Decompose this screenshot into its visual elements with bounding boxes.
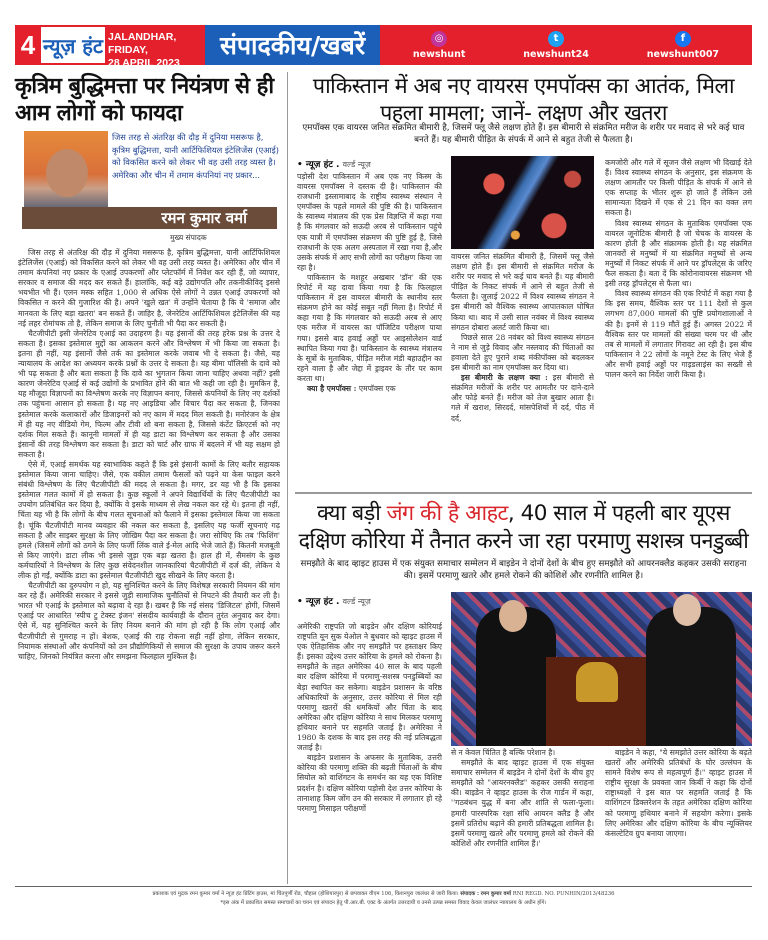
article2-col3 <box>605 748 752 884</box>
article2-headline <box>295 500 752 556</box>
social-handle: newshunt24 <box>523 48 589 60</box>
paragraph: बाइडेन प्रशासन के अफसर के मुताबिक, उत्तरी कोरिया की परमाणु शक्ति की बढ़ती चिंताओं के बीच सियोल को वाशिंगटन के समर्थन का यह एक विशिष्ट प्रदर्शन है। दक्षिण कोरिया पड़ोसी देश उत्तर कोरिया के तानाशाह किम जोंग उन की सरकार में लगातार हो रहे परमाणु मिसाइल परीक्षणों <box>297 753 442 813</box>
paragraph: विश्व स्वास्थ्य संगठन के मुताबिक एमपॉक्स एक वायरल जूनोटिक बीमारी है जो चेचक के वायरस के कारण होती है और संक्रामक होती है। यह संक्रमित जानवरों से मनुष्यों में या संक्रमित मनुष्यों से अन्य मनुष्यों में निकट संपर्क में आने पर ड्रॉपलेट्स के जरिए फैल सकता है। बता दें कि कोरोनावायरस संक्रमण भी इसी तरह ड्रॉपलेट्स से फैला था। <box>605 218 752 289</box>
social-twitter[interactable] <box>523 31 589 60</box>
article1-col1 <box>297 172 442 487</box>
editorial-teaser: जिस तरह से अंतरिक्ष की दौड़ में दुनिया मसरूफ है, कृत्रिम बुद्धिमत्ता, यानी आर्टिफिशियल इंटेलिजेंस (एआई) को विकसित करने को लेकर भी वह उसी तरह व्यस्त है। अमेरिका और चीन में तमाम कंपनियां नए प्रकार... <box>112 132 279 180</box>
paragraph: पाकिस्तान के मशहूर अखबार 'डॉन' की एक रिपोर्ट में यह दावा किया गया है कि फिलहाल पाकिस्तान में इस वायरल बीमारी के स्थानीय स्तर संक्रमण होने का कोई सबूत नहीं मिला है। रिपोर्ट में कहा गया है कि मंगलवार को सऊदी अरब से आए एक मरीज में वायरस का पॉजिटिव परीक्षण पाया गया। इससे बाद हवाई अड्डों पर आइसोलेशन वार्ड स्थापित किया गया है। पाकिस्तान के स्वास्थ्य मंत्रालय के सूत्रों के मुताबिक, पीड़ित मरीज मंडी बहाउद्दीन का रहने वाला है और जेद्दा में ड्राइवर के तौर पर काम करता था। <box>297 272 442 383</box>
subheading: क्या है एमपॉक्स : <box>307 383 357 393</box>
headline-text: , 40 साल में पहली बार यूएस दक्षिण कोरिया में तैनात करने जा रहा परमाणु सशस्त्र पनडुब्बी <box>298 501 749 554</box>
virus-image <box>451 156 594 249</box>
imprint-line-1 <box>15 890 752 899</box>
article2-col2 <box>451 748 594 884</box>
section-title: संपादकीय/खबरें <box>205 25 380 65</box>
paragraph <box>451 373 594 423</box>
twitter-icon: t <box>548 31 564 47</box>
page-header <box>15 25 752 69</box>
paragraph: से न केवल चिंतित है बल्कि परेशान है। <box>451 748 556 757</box>
paragraph: विश्व स्वास्थ्य संगठन की एक रिपोर्ट में कहा गया है कि इस समय, वैश्विक स्तर पर 111 देशों से कुल लगभग 87,000 मामलों की पुष्टि प्रयोगशालाओं ने की है। इनमें से 119 मौतें हुई हैं। अगस्त 2022 में वैश्विक स्तर पर मामलों की संख्या चरम पर थी और तब से मामलों में लगातार गिरावट आ रही है। इस बीच पाकिस्तान ने 22 लोगों के नमूने टेस्ट के लिए भेजे हैं और सभी हवाई अड्डों पर गाइडलाइंस का सख्ती से पालन करने का निर्देश जारी किया है। <box>605 289 752 379</box>
imprint-footer <box>15 890 752 908</box>
subheading: इस बीमारी के लक्षण क्या : <box>461 373 548 383</box>
date-line-1: JALANDHAR, FRIDAY, <box>108 31 177 56</box>
dateline <box>105 25 205 69</box>
paragraph: पड़ोसी देश पाकिस्तान में अब एक नए किस्म के वायरस एमपॉक्स ने दस्तक दी है। पाकिस्तान की राजधानी इस्लामाबाद के राष्ट्रीय स्वास्थ्य संस्थान ने एमपॉक्स के पहले मामले की पुष्टि की है। पाकिस्तान के स्वास्थ्य मंत्रालय की एक प्रेस विज्ञप्ति में कहा गया है कि मंगलवार को सऊदी अरब से पाकिस्तान पहुंचे एक यात्री में एमपॉक्स संक्रमण की पुष्टि हुई है, जिसे राजधानी के एक अलग अस्पताल में रखा गया है,और उसके संपर्क में आए सभी लोगों का परीक्षण किया जा रहा है। <box>297 172 442 272</box>
social-handle: newshunt007 <box>646 48 720 60</box>
page-number: 4 <box>15 25 41 65</box>
text: एमपॉक्स एक <box>358 383 396 393</box>
newspaper-logo: न्यूज़ हंट <box>41 25 105 65</box>
paragraph: ऐसे में, एआई समर्थक यह स्वाभाविक कहते हैं कि इसे इंसानी कामों के लिए बतौर सहायक इस्तेमाल किया जाना चाहिए। जैसे, एक वकील तमाम फैसलों को पढ़ने या केस फाइल करने संबंधी विश्लेषण के लिए चैटजीपीटी की मदद ले सकता है। मगर, डर यह भी है कि इसका इस्तेमाल गलत कामों में हो सकता है। कुछ स्कूलों ने अपने विद्यार्थियों के लिए चैटजीपीटी का उपयोग प्रतिबंधित कर दिया है, क्योंकि वे इसके माध्यम से लेख नकल कर रहे थे। इतना ही नहीं, चिंता यह भी है कि लोगों के बीच गलत सूचनाओं को फैलाने में इसका इस्तेमाल किया जा सकता है। चूंकि चैटजीपीटी मानव व्यवहार की नकल कर सकता है, इसलिए यह फर्जी सूचनाएं गढ़ सकता है और साइबर सुरक्षा के लिए जोखिम पैदा कर सकता है। जरा सोचिए कि तब 'फिशिंग' हमले (जिसमें लोगों को ठगने के लिए फर्जी लिंक वाले ई-मेल आदि भेजे जाते हैं) कितनी मजबूती से किए जाएंगे। डाटा लीक भी इससे जुड़ा एक बड़ा खतरा है। हाल ही में, सैमसंग के कुछ कर्मचारियों ने विश्लेषण के लिए कुछ संवेदनशील जानकारियां चैटजीपीटी में दर्ज की, लेकिन ये लीक हो गईं, क्योंकि डाटा का इस्तेमाल चैटजीपीटी खुद सीखने के लिए करता है। <box>18 459 280 580</box>
article1-deck: एमपॉक्स एक वायरस जनित संक्रमित बीमारी है, जिसमें फ्लू जैसे लक्षण होते हैं। इस बीमारी से संक्रमित मरीज के शरीर पर मवाद से भरे कई घाव बनते हैं। यह बीमारी पीड़ित के संपर्क में आने से बहुत तेजी से फैलता है। <box>302 123 745 145</box>
social-handle: newshunt <box>412 48 466 60</box>
paragraph: कमजोरी और गले में सूजन जैसे लक्षण भी दिखाई देते हैं। विश्व स्वास्थ्य संगठन के अनुसार, इस संक्रमण के लक्षण आमतौर पर किसी पीड़ित के संपर्क में आने से एक सप्ताह के भीतर शुरू हो जाते हैं लेकिन उसे सामान्यतः दिखने में एक से 21 दिन का वक्त लग सकता है। <box>605 158 752 218</box>
editorial-body <box>18 248 280 882</box>
registration-number: RNI REGD. NO. PUNHIN/2013/48236 <box>512 891 615 897</box>
paragraph <box>297 384 442 394</box>
editorial-headline: कृत्रिम बुद्धिमत्ता पर नियंत्रण से ही आम लोगों को फायदा <box>15 74 274 126</box>
text: इस बीमारी से संक्रमित मरीजों के शरीर पर आमतौर पर दाने-दाने और फोड़े बनते हैं। मरीज को तेज बुखार आता है। गले में खराश, सिरदर्द, मांसपेशियों में दर्द, पीठ में दर्द, <box>451 373 594 423</box>
headline-text: क्या बड़ी <box>317 501 387 526</box>
article1-col2 <box>451 252 594 487</box>
social-instagram[interactable] <box>413 31 465 60</box>
paragraph: पिछले साल 28 नवंबर को विश्व स्वास्थ्य संगठन ने नाम से जुड़े विवाद और नस्लवाद की चिंताओं का हवाला देते हुए पुराने शब्द मंकीपॉक्स को बदलकर इस बीमारी का नाम एमपॉक्स कर दिया था। <box>451 332 594 373</box>
byline-source: • न्यूज़ हंट . <box>297 597 340 607</box>
footer-rule <box>15 886 752 887</box>
summit-photo <box>451 592 752 746</box>
article2-deck: समझौते के बाद व्हाइट हाउस में एक संयुक्त समाचार सम्मेलन में बाइडेन ने दोनों देशों के बीच हुए समझौते को आयरनक्लैड कहकर उसकी सराहना की। इसमें परमाणु खतरे और हमले रोकने की कोशिशें और रणनीति शामिल है। <box>300 559 747 581</box>
article2-byline <box>297 594 371 607</box>
paragraph: वायरस जनित संक्रमित बीमारी है, जिसमें फ्लू जैसे लक्षण होते हैं। इस बीमारी से संक्रमित मरीज के शरीर पर मवाद से भरे कई घाव बनते हैं। यह बीमारी पीड़ित के निकट संपर्क में आने से बहुत तेजी से फैलता है। जुलाई 2022 में विश्व स्वास्थ्य संगठन ने इस बीमारी को वैश्विक स्वास्थ्य आपातकाल घोषित किया था। बाद में उसी साल नवंबर में विश्व स्वास्थ्य संगठन दोबारा अलर्ट जारी किया था। <box>451 252 594 332</box>
byline-desk: वर्ल्ड न्यूज़ <box>342 160 371 169</box>
paragraph: बाइडेन ने कहा, "ये समझोते उत्तर कोरिया के बढ़ते खतरों और अमेरिकी प्रतिबंधों के घोर उल्लंघन के सामने विशेष रूप से महत्वपूर्ण हैं।" व्हाइट हाउस में राष्ट्रीय सुरक्षा के प्रवक्ता जान किर्बी ने कहा कि दोनों राष्ट्राध्यक्षों ने इस बात पर सहमति जताई है कि वाशिंगटन डिक्लरेशन के तहत अमेरिका दक्षिण कोरिया को परमाणु हथियार बनाने में सहयोग करेगा। इसके लिए अमेरिका और दक्षिण कोरिया के बीच न्यूक्लियर कंसल्टेटिव ग्रुप बनाया जाएगा। <box>605 748 752 838</box>
social-links <box>380 25 752 65</box>
byline-desk: वर्ल्ड न्यूज़ <box>342 597 371 606</box>
article-divider <box>295 492 752 494</box>
article1-col3 <box>605 158 752 488</box>
column-divider <box>287 72 288 884</box>
article1-byline <box>297 157 371 170</box>
instagram-icon: ◎ <box>431 31 447 47</box>
imprint-line-2: *इस अंक में प्रकाशित समस्त समाचारों का चयन एवं संपादन हेतु पी.आर.बी. एक्ट के अंतर्गत उत्तरदायी व उनसे उत्पन्न समस्त विवाद केवल जालंधर न्यायालय के अधीन होंगे। <box>220 900 547 906</box>
paragraph: चैटजीपीटी का दुरुपयोग न हो, यह सुनिश्चित करने के लिए विशेषज्ञ सरकारी नियमन की मांग कर रहे हैं। अमेरिकी सरकार ने इससे जुड़ी सामाजिक चुनौतियों से निपटने की तैयारी कर ली है। भारत भी एआई के इस्तेमाल को बढ़ावा दे रहा है। खबर है कि नई संसद 'डिजिटल' होगी, जिसमें एआई पर आधारित 'स्पीच टु टेक्स्ट इंजन' संसदीय कार्यवाही के दौरान तुरंत अनुवाद कर देगा। ऐसे में, यह सुनिश्चित करने के लिए नियम बनाने की मांग हो रही है कि लोग एआई और चैटजीपीटी से गुमराह न हों। बेशक, एआई की राह रोकना सही नहीं होगा, लेकिन सरकार, नियामक संस्थाओं और कंपनियों को उन प्रौद्योगिकियों से समाज की सुरक्षा के उपाय जरूर करने चाहिए, जिनको नियंत्रित करना और समझना फिलहाल मुश्किल है। <box>18 581 280 661</box>
facebook-icon: f <box>675 31 691 47</box>
paragraph: जिस तरह से अंतरिक्ष की दौड़ में दुनिया मसरूफ है, कृत्रिम बुद्धिमत्ता, यानी आर्टिफिशियल इंटेलिजेंस (एआई) को विकसित करने को लेकर भी वह उसी तरह व्यस्त है। अमेरिका और चीन में तमाम कंपनियां नए प्रकार के एआई उपकरणों और प्लेटफॉर्म में निवेश कर रही हैं, जो व्यापार, सरकार व समाज की मदद कर सकते हैं। हालांकि, कई बड़े उद्योगपति और तकनीकीविद् इससे भयभीत भी हैं। एलन मस्क सहित 1,000 से अधिक ऐसे लोगों ने उन्नत एआई उपकरणों को विकसित न करने की गुजारिश की है। अपने 'खुले खत' में उन्होंने चेताया है कि ये 'समाज और मानवता के लिए बड़ा खतरा' बन सकते हैं। जाहिर है, जेनरेटिव आर्टिफिशियल इंटेलिजेंस की यह नई लहर रोमांचक तो है, लेकिन समाज के लिए चुनौती भी पैदा कर सकती है। <box>18 248 280 328</box>
author-name-bar: रमन कुमार वर्मा <box>22 207 277 229</box>
article1-headline: पाकिस्तान में अब नए वायरस एमपॉक्स का आतंक, मिला पहला मामला; जानें- लक्षण और खतरा <box>312 74 735 126</box>
headline-highlight: जंग की है आहट <box>386 501 508 526</box>
social-facebook[interactable] <box>647 31 719 60</box>
byline-source: • न्यूज़ हंट . <box>297 160 340 170</box>
paragraph: समझौते के बाद व्हाइट हाउस में एक संयुक्त समाचार सम्मेलन में बाइडेन ने दोनों देशों के बीच हुए समझौते को "आयरनक्लैड" कहकर उसकी सराहना की। बाइडेन ने व्हाइट हाउस के रोज गार्डन में कहा, ''गठबंधन युद्ध में बना और शांति से फला-फूला। हमारी पारस्परिक रक्षा संधि आयरन क्लैड है और इसमें प्रतिरोध बढ़ाने की हमारी प्रतिबद्धता शामिल है। इसमें परमाणु खतरे और परमाणु हमले को रोकने की कोशिशें और रणनीति शामिल हैं।' <box>451 758 594 848</box>
imprint-text: प्रकाशक एवं मुद्रक रमन कुमार वर्मा ने न्यूज़ हंट प्रिंटिंग हाउस, मां चिंतपूर्णी रोड, चौहाल (होशियारपुर) से छपवाकर वीएम 106, किशनपुरा जालंधर से जारी किया। <box>152 891 459 897</box>
date-line-2: 28 APRIL 2023 <box>108 57 180 69</box>
editor-label: संपादक : रमन कुमार वर्मा <box>460 891 512 897</box>
paragraph: अमेरिकी राष्ट्रपति जो बाइडेन और दक्षिण कोरियाई राष्ट्रपति यून सुक येओल ने बुधवार को व्हाइट हाउस में एक ऐतिहासिक और नए समझौते पर हस्ताक्षर किए हैं। इसका उद्देश्य उत्तर कोरिया के हमले को रोकना है। समझौते के तहत अमेरिका 40 साल के बाद पहली बार दक्षिण कोरिया में परमाणु-सशस्त्र पनडुब्बियों का बेड़ा स्थापित कर सकेगा। बाइडेन प्रशासन के वरिष्ठ अधिकारियों के अनुसार, उत्तर कोरिया से मिल रही परमाणु खतरों की धमकियों और चिंता के बाद अमेरिका और दक्षिण कोरिया ने साथ मिलकर परमाणु हथियार बनाने पर सहमति जताई है। अमेरिका ने 1980 के दशक के बाद इस तरह की नई प्रतिबद्धता जताई है। <box>297 622 442 753</box>
article2-col1 <box>297 622 442 884</box>
author-title: मुख्य संपादक <box>170 233 207 242</box>
paragraph: चैटजीपीटी इसी जेनरेटिव एआई का उदाहरण है। यह इंसानों की तरह हरेक प्रश्न के उत्तर दे सकता है। इसका इस्तेमाल मुद्दों का आकलन करने और विश्लेषण में भी किया जा सकता है। इतना ही नहीं, यह इंसानों जैसे तर्क का इस्तेमाल करके जवाब भी दे सकता है। जैसे, यह न्यायालय के आदेश का अध्ययन करके प्रश्नों के उत्तर दे सकता है। यह बीमा पॉलिसी के दावे को भी पढ़ सकता है और बता सकता है कि दावे का भुगतान किया जाना चाहिए अथवा नहीं? इसी कारण जेनरेटिव एआई से कई उद्योगों के प्रभावित होने की बात भी कही जा रही है। मुमकिन है, यह मौजूदा विज्ञापनों का विश्लेषण करके नए विज्ञापन बनाए, जिससे कंपनियों के लिए नए दर्शकों तक पहुंचना आसान हो सकता है। यह नए आइडिया और विचार पैदा कर सकता है, जिनका इस्तेमाल करके कलाकारों और डिजाइनरों को नए काम में मदद मिल सकती है। मनोरंजन के क्षेत्र में ही यह नए वीडियो गेम, फिल्म और टीवी शो बना सकता है, जिससे कंटेंट क्रिएटर्स को नए दर्शक मिल सकते हैं। कानूनी मामलों में ही यह डाटा का विश्लेषण कर सकता है और उसका इंसानों की तरह विश्लेषण कर सकता है। डाटा को चार्ट और ग्राफ में बदलने में भी यह सक्षम हो सकता है। <box>18 328 280 459</box>
